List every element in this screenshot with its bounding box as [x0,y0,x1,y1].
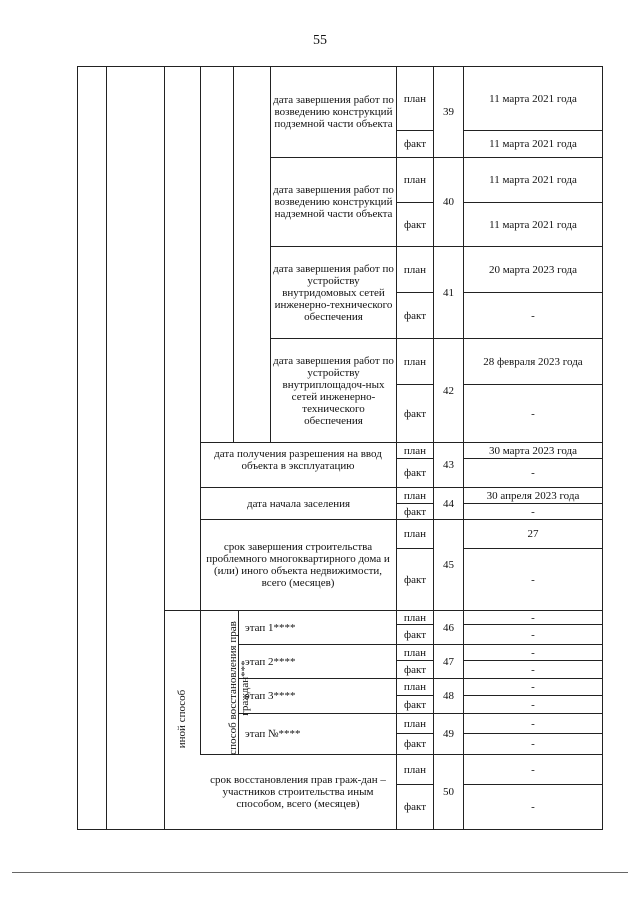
row-label: этап 2**** [245,655,296,668]
fact-value: - [531,407,535,420]
fact-label: факт [403,505,427,518]
fact-value: - [531,505,535,518]
row-number: 47 [443,655,454,668]
fact-label: факт [403,801,427,813]
row-label: дата завершения работ по возведению конструкций надземной части объекта [273,184,394,220]
row-number: 42 [443,384,454,397]
plan-value: - [531,681,535,693]
plan-value: - [531,611,535,624]
row-label: дата получения разрешения на ввод объекта в эксплуатацию [214,447,382,472]
plan-label: план [403,444,427,457]
fact-label: факт [403,738,427,750]
row-number: 49 [443,728,454,740]
fact-label: факт [403,573,427,586]
plan-value: 20 марта 2023 года [488,263,578,276]
fact-value: - [531,698,535,711]
fact-label: факт [403,698,427,711]
plan-value: 11 марта 2021 года [489,92,577,105]
other-method-vertical-label: иной способ [176,689,188,749]
row-number: 43 [443,459,454,471]
row-number: 44 [443,497,454,510]
plan-label: план [403,489,427,502]
fact-value: - [531,467,535,479]
fact-value: - [531,738,535,750]
fact-value: - [531,309,535,322]
plan-label: план [403,763,427,776]
fact-label: факт [403,407,427,420]
fact-label: факт [403,628,427,641]
plan-label: план [403,681,427,693]
page-number: 55 [313,33,327,48]
plan-label: план [403,174,427,186]
fact-value: - [531,801,535,813]
restoration-method-vertical-label: способ восстановления прав граждан*** [227,621,251,755]
plan-value: 27 [527,528,539,540]
row-number: 39 [443,106,454,118]
row-label: этап 1**** [245,621,296,634]
plan-value: 11 марта 2021 года [489,174,577,186]
fact-label: факт [403,218,427,231]
plan-label: план [403,646,427,659]
row-label: этап №**** [245,728,301,740]
fact-value: 11 марта 2021 года [489,138,577,150]
plan-label: план [403,263,427,276]
fact-value: - [531,663,535,676]
fact-label: факт [403,309,427,322]
plan-value: - [531,646,535,659]
plan-value: - [531,763,535,776]
fact-value: - [531,573,535,586]
fact-value: 11 марта 2021 года [489,218,577,231]
plan-value: - [531,717,535,730]
row-number: 45 [443,559,454,571]
row-label: дата начала заселения [246,497,351,510]
plan-label: план [403,92,427,105]
row-number: 50 [443,786,454,798]
plan-value: 30 апреля 2023 года [486,489,580,502]
plan-label: план [403,528,427,540]
row-number: 46 [443,621,454,634]
fact-label: факт [403,467,427,479]
row-label: срок завершения строительства проблемного многоквартирного дома и (или) иного объекта недвижимости, всего (месяцев) [206,541,390,589]
row-label: дата завершения работ по устройству внутридомовых сетей инженерно-технического обеспечения [273,262,394,323]
fact-label: факт [403,663,427,676]
row-label: дата завершения работ по устройству внутриплощадоч-ных сетей инженерно-технического обеспечения [273,354,394,427]
fact-label: факт [403,138,427,150]
plan-label: план [403,355,427,368]
row-label: дата завершения работ по возведению конструкций подземной части объекта [273,94,394,130]
row-number: 40 [443,196,454,208]
row-number: 48 [443,690,454,702]
plan-label: план [403,611,427,624]
plan-value: 28 февраля 2023 года [483,355,583,368]
page-bottom-rule [12,872,628,873]
row-label: этап 3**** [245,690,296,702]
row-label: срок восстановления прав граж-дан – участников строительства иным способом, всего (месяцев) [210,774,386,810]
fact-value: - [531,628,535,641]
row-number: 41 [443,286,454,299]
plan-label: план [403,717,427,730]
plan-value: 30 марта 2023 года [488,444,578,457]
